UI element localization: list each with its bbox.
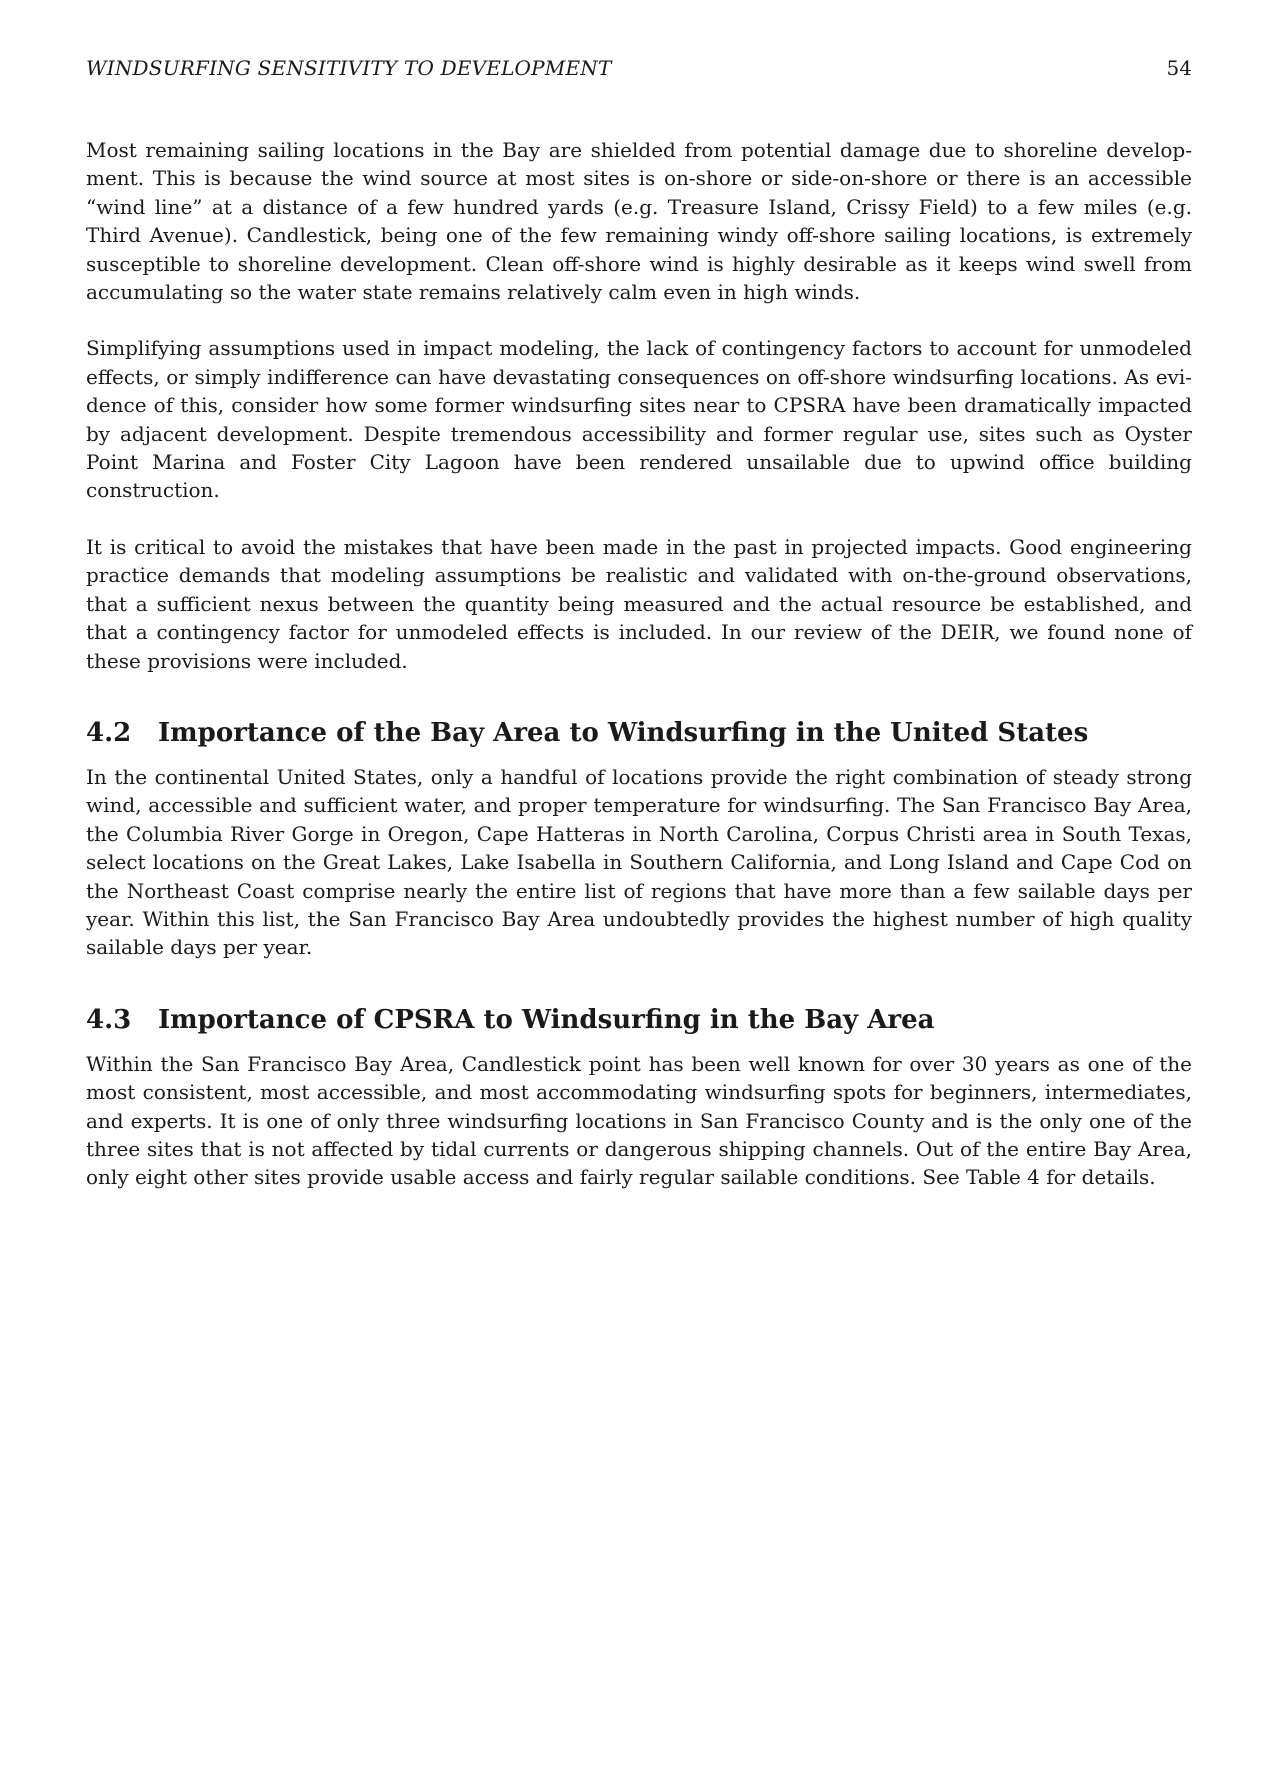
paragraph: Simplifying assumptions used in impact modeling, the lack of contingency factors to account for unmodeled effects, or simply indifference can have devastating consequences on off-shore windsurfing locations. As evidence of this, consider how some former windsurfing sites near to CPSRA have been dramatically impacted by adjacent development. Despite tremendous accessibility and former regular use, sites such as Oyster Point Marina and Foster City Lagoon have been rendered unsailable due to upwind office building construction. [86,336,1192,503]
page-number: 54 [1166,56,1192,80]
section-heading [86,717,1192,749]
section-number: 4.3 [86,1004,132,1035]
section-number: 4.2 [86,717,132,748]
running-header [86,56,1192,86]
section-title: Importance of CPSRA to Windsurfing in the Bay Area [158,1004,935,1035]
paragraph: It is critical to avoid the mistakes that have been made in the past in projected impacts. Good engineering practice demands that modeling assumptions be realistic and validated with on-the-ground observations, that a sufficient nexus between the quantity being measured and the actual resource be established, and that a contingency factor for unmodeled effects is included. In our review of the DEIR, we found none of these provisions were included. [86,534,1192,673]
running-title: WINDSURFING SENSITIVITY TO DEVELOPMENT [86,56,612,80]
paragraph: Most remaining sailing locations in the Bay are shielded from potential damage due to shoreline development. This is because the wind source at most sites is on-shore or side-on-shore or there is an accessible “wind line” at a distance of a few hundred yards (e.g. Treasure Island, Crissy Field) to a few miles (e.g. Third Avenue). Candlestick, being one of the few remaining windy off-shore sailing locations, is extremely susceptible to shoreline development. Clean off-shore wind is highly desirable as it keeps wind swell from accumulating so the water state remains relatively calm even in high winds. [86,138,1192,305]
section-paragraph: Within the San Francisco Bay Area, Candlestick point has been well known for over 30 years as one of the most consistent, most accessible, and most accommodating windsurfing spots for beginners, intermediates, and experts. It is one of only three windsurfing locations in San Francisco County and is the only one of the three sites that is not affected by tidal currents or dangerous shipping channels. Out of the entire Bay Area, only eight other sites provide usable access and fairly regular sailable conditions. See Table 4 for details. [86,1051,1192,1190]
section-title: Importance of the Bay Area to Windsurfing in the United States [158,717,1089,748]
section-paragraph: In the continental United States, only a handful of locations provide the right combination of steady strong wind, accessible and sufficient water, and proper temperature for windsurfing. The San Francisco Bay Area, the Columbia River Gorge in Oregon, Cape Hatteras in North Carolina, Corpus Christi area in South Texas, select locations on the Great Lakes, Lake Isabella in Southern California, and Long Island and Cape Cod on the Northeast Coast comprise nearly the entire list of regions that have more than a few sailable days per year. Within this list, the San Francisco Bay Area undoubtedly provides the highest number of high quality sailable days per year. [86,764,1192,960]
body-text [86,136,1192,1220]
section-heading [86,1004,1192,1036]
